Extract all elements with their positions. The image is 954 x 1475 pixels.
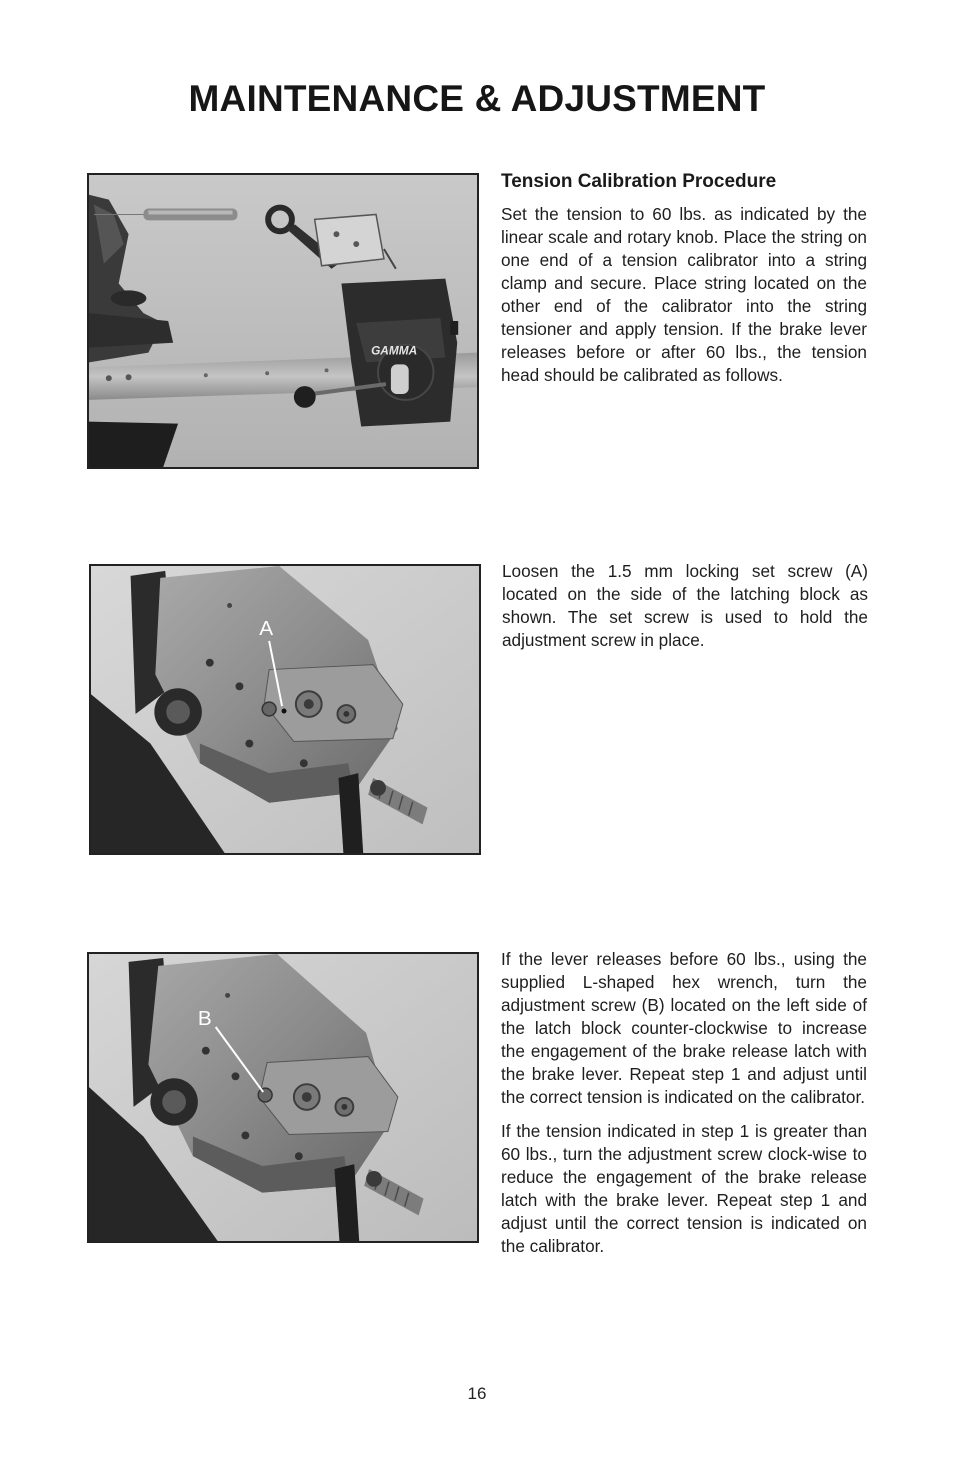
- paragraph: If the lever releases before 60 lbs., using the supplied L-shaped hex wrench, turn the adjustment screw (B) located on the left side of the latch block counter-clockwise to increase the engagement of the brake release latch with the brake lever. Repeat step 1 and adjust until the correct tension is indicated on the calibrator.: [501, 949, 867, 1107]
- gamma-logo-text: GAMMA: [371, 343, 418, 358]
- page-number: 16: [467, 1384, 487, 1403]
- paragraph: Loosen the 1.5 mm locking set screw (A) located on the side of the latching block as shown. The set screw is used to hold the adjustment screw in place.: [502, 561, 868, 650]
- section-adjustment-screw: [501, 948, 867, 1269]
- callout-label-a: A: [259, 617, 274, 641]
- adjustment-screw-photo: [87, 952, 479, 1243]
- section-tension-calibration: [501, 170, 867, 398]
- section-loosen-set-screw: [502, 560, 868, 663]
- callout-label-b: B: [197, 1007, 212, 1031]
- section-heading: Tension Calibration Procedure: [501, 171, 777, 192]
- page-title: MAINTENANCE & ADJUSTMENT: [188, 78, 766, 119]
- locking-set-screw-photo: [89, 564, 481, 855]
- tension-calibrator-photo: [87, 173, 479, 469]
- paragraph: Set the tension to 60 lbs. as indicated by the linear scale and rotary knob. Place the string on one end of a tension calibrator into a string clamp and secure. Place string located on the other end of the calibrator into the string tensioner and apply tension. If the brake lever releases before or after 60 lbs., the tension head should be calibrated as follows.: [501, 204, 867, 385]
- paragraph: If the tension indicated in step 1 is greater than 60 lbs., turn the adjustment screw clock-wise to reduce the engagement of the brake release latch with the brake lever. Repeat step 1 and adjust until the correct tension is indicated on the calibrator.: [501, 1121, 867, 1256]
